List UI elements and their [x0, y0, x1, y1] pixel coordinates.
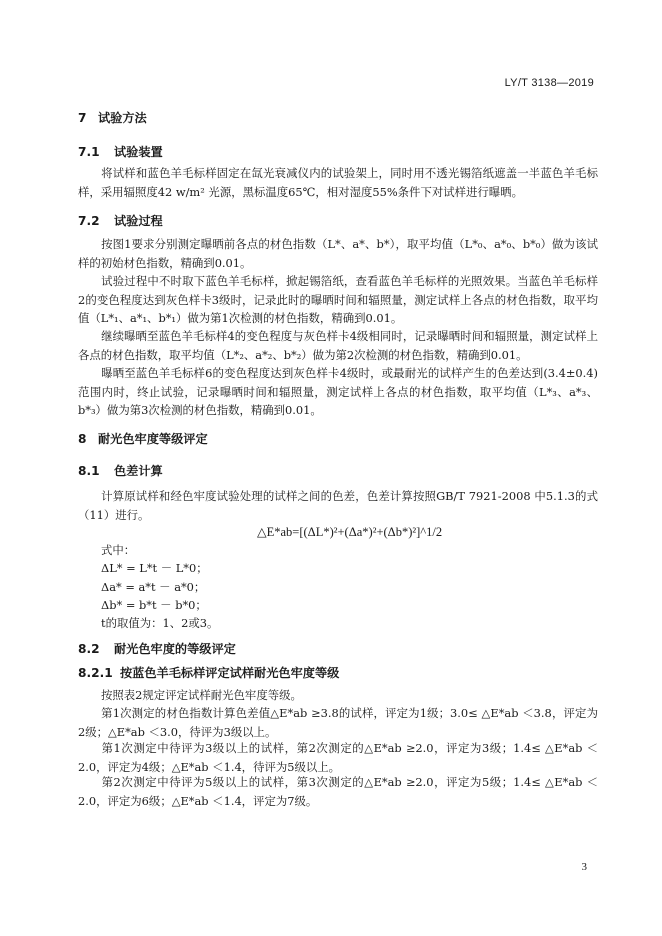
- section-number: 8.2.1: [78, 666, 113, 680]
- formula-var-dl: ΔL* = L*t － L*0；: [101, 561, 208, 575]
- section-title: 耐光色牢度等级评定: [98, 432, 208, 446]
- formula-var-db: Δb* = b*t － b*0；: [101, 598, 207, 612]
- paragraph-8-1: 计算原试样和经色牢度试验处理的试样之间的色差，色差计算按照GB/T 7921-2008 中5.1.3的式（11）进行。: [78, 489, 598, 522]
- page-number: 3: [581, 861, 587, 873]
- paragraph-8-2-1-4: 第2次测定中待评为5级以上的试样，第3次测定的△E*ab ≥2.0，评定为5级；1.4≤ △E*ab ＜2.0，评定为6级；△E*ab ＜1.4，评定为7级。: [78, 775, 598, 808]
- section-7-2-heading: [78, 212, 163, 229]
- section-title: 试验方法: [98, 111, 147, 125]
- paragraph-7-2-4: 曝晒至蓝色羊毛标样6的变色程度达到灰色样卡4级时，或最耐光的试样产生的色差达到(3.4±0.4)范围内时，终止试验，记录曝晒时间和辐照量，测定试样上各点的材色指数，取平均值（L*₃、a*₃、b*₃）做为第3次检测的材色指数，精确到0.01。: [78, 366, 598, 417]
- paragraph-7-2-3: 继续曝晒至蓝色羊毛标样4的变色程度与灰色样卡4级相同时，记录曝晒时间和辐照量，测定试样上各点的材色指数，取平均值（L*₂、a*₂、b*₂）做为第2次检测的材色指数，精确到0.01。: [78, 329, 598, 362]
- section-title: 试验过程: [114, 214, 163, 228]
- section-7-heading: [78, 109, 147, 126]
- formula-var-da: Δa* = a*t － a*0；: [101, 580, 206, 594]
- paragraph-8-2-1-3: 第1次测定中待评为3级以上的试样，第2次测定的△E*ab ≥2.0，评定为3级；1.4≤ △E*ab ＜2.0，评定为4级；△E*ab ＜1.4，待评为5级以上。: [78, 741, 598, 774]
- color-difference-formula: △E*ab=[(ΔL*)²+(Δa*)²+(Δb*)²]^1/2: [257, 525, 443, 539]
- section-number: 8: [78, 432, 87, 446]
- section-8-heading: [78, 430, 208, 447]
- paragraph-8-2-1-1: 按照表2规定评定试样耐光色牢度等级。: [101, 688, 302, 702]
- formula-where: 式中：: [101, 543, 136, 557]
- section-number: 7.1: [78, 145, 100, 159]
- section-8-2-heading: [78, 640, 236, 657]
- paragraph-7-1: 将试样和蓝色羊毛标样固定在氙光衰减仪内的试验架上，同时用不透光锡箔纸遮盖一半蓝色羊毛标样，采用辐照度42 w/m² 光源，黑标温度65℃，相对湿度55%条件下对试样进行曝晒。: [78, 166, 598, 199]
- section-8-1-heading: [78, 462, 163, 479]
- section-7-1-heading: [78, 143, 163, 160]
- section-title: 耐光色牢度的等级评定: [114, 642, 236, 656]
- formula-var-t: t的取值为：1、2或3。: [101, 616, 219, 630]
- section-number: 7.2: [78, 214, 100, 228]
- section-number: 8.1: [78, 464, 100, 478]
- section-number: 8.2: [78, 642, 100, 656]
- paragraph-7-2-2: 试验过程中不时取下蓝色羊毛标样，掀起锡箔纸，查看蓝色羊毛标样的光照效果。当蓝色羊毛标样2的变色程度达到灰色样卡3级时，记录此时的曝晒时间和辐照量，测定试样上各点的材色指数，取平均值（L*₁、a*₁、b*₁）做为第1次检测的材色指数，精确到0.01。: [78, 274, 598, 325]
- section-8-2-1-heading: [78, 664, 339, 681]
- section-number: 7: [78, 111, 87, 125]
- paragraph-8-2-1-2: 第1次测定的材色指数计算色差值△E*ab ≥3.8的试样，评定为1级；3.0≤ △E*ab ＜3.8，评定为2级；△E*ab ＜3.0，待评为3级以上。: [78, 706, 598, 739]
- section-title: 按蓝色羊毛标样评定试样耐光色牢度等级: [120, 666, 340, 680]
- section-title: 试验装置: [114, 145, 163, 159]
- paragraph-7-2-1: 按图1要求分别测定曝晒前各点的材色指数（L*、a*、b*），取平均值（L*₀、a*₀、b*₀）做为该试样的初始材色指数，精确到0.01。: [78, 237, 598, 270]
- standard-code: LY/T 3138—2019: [504, 77, 594, 89]
- section-title: 色差计算: [114, 464, 163, 478]
